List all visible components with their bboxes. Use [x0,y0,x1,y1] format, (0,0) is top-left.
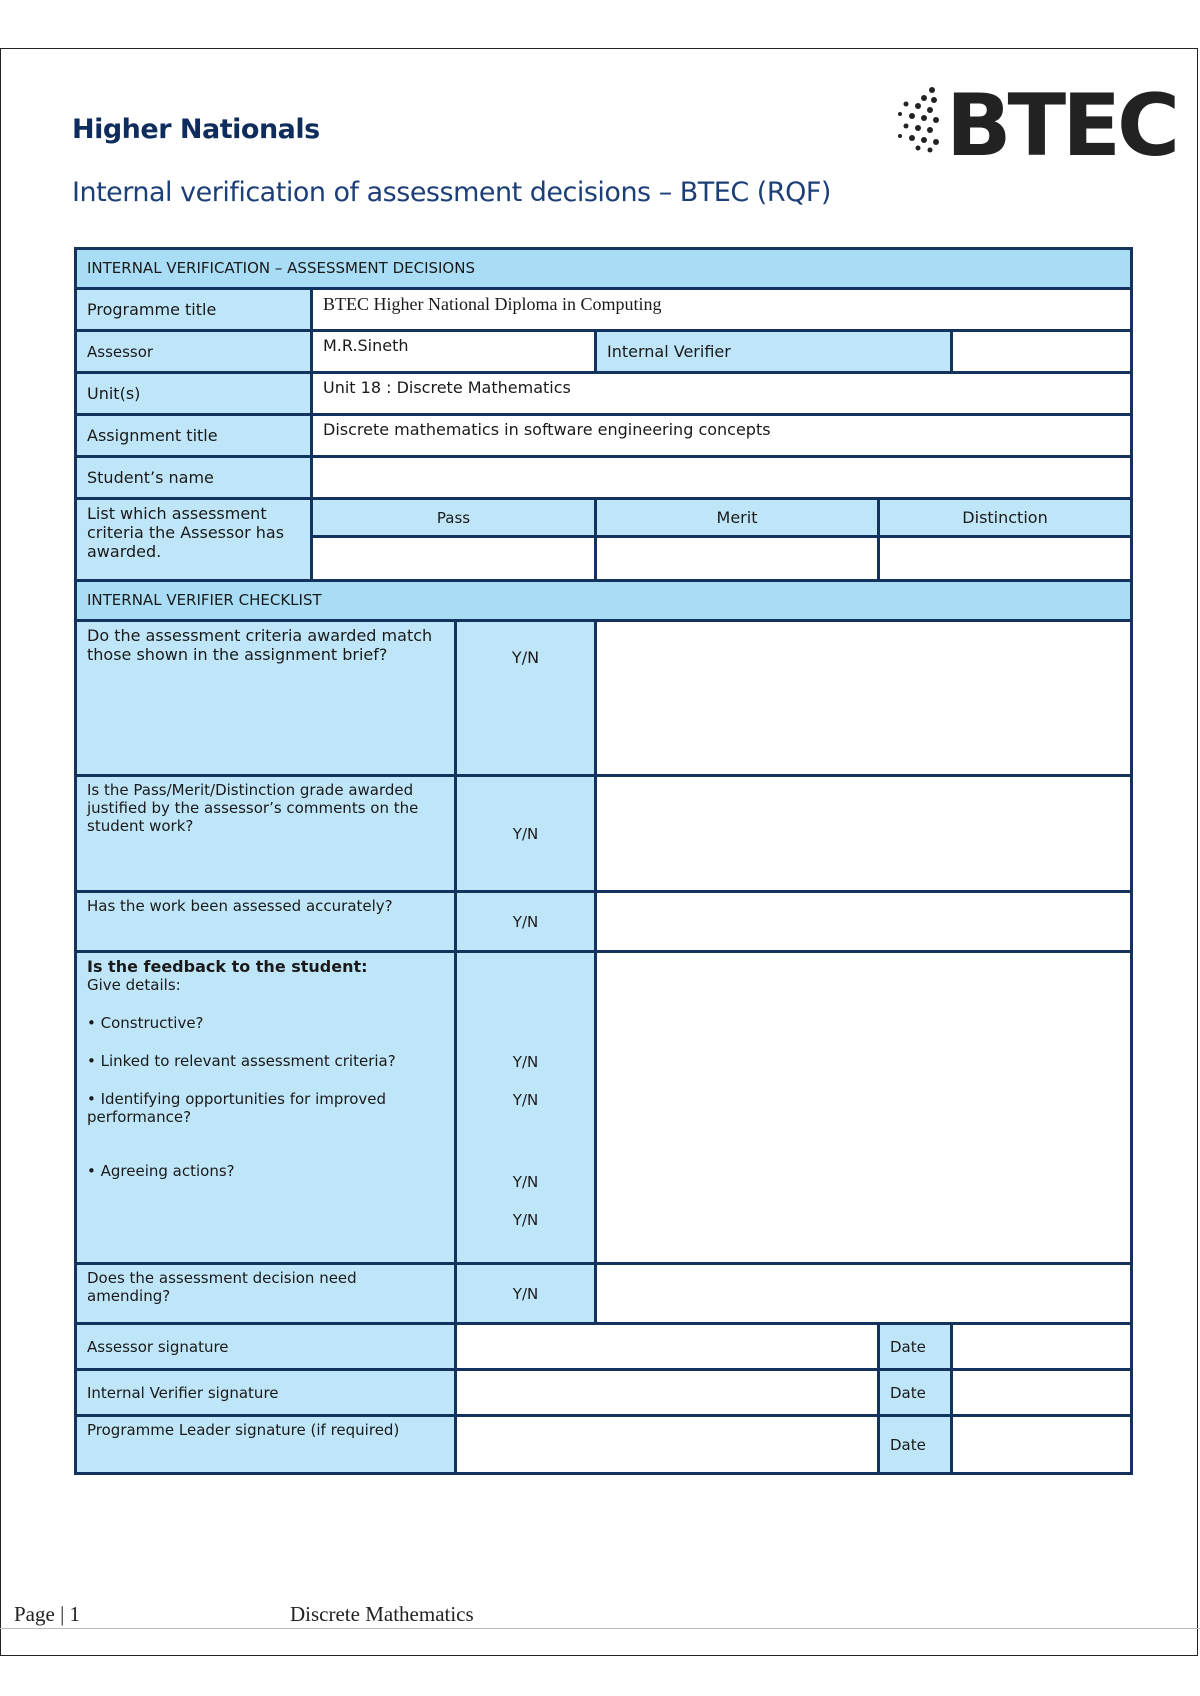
btec-logo [896,76,1177,176]
checklist-q2-comments[interactable] [596,776,1132,892]
criteria-label: List which assessment criteria the Assessor has awarded. [76,499,312,581]
checklist-q4-comments[interactable] [596,952,1132,1264]
internal-verifier-label: Internal Verifier [596,331,952,373]
merit-criteria-field[interactable] [596,537,879,581]
feedback-linked: • Linked to relevant assessment criteria? [87,1052,396,1070]
checklist-q4-yn-2[interactable]: Y/N [512,1091,539,1109]
checklist-q2-label: Is the Pass/Merit/Distinction grade awarded justified by the assessor’s comments on the student work? [76,776,456,892]
checklist-q4-yn-4[interactable]: Y/N [512,1211,539,1229]
section-heading-checklist: INTERNAL VERIFIER CHECKLIST [76,581,1132,621]
student-name-label: Student’s name [76,457,312,499]
checklist-q5-yn[interactable]: Y/N [456,1264,596,1324]
programme-title-label: Programme title [76,289,312,331]
iv-date-field[interactable] [952,1370,1132,1416]
checklist-q3-comments[interactable] [596,892,1132,952]
assessor-date-label: Date [879,1324,952,1370]
assessor-field[interactable]: M.R.Sineth [312,331,596,373]
verification-form [74,247,1133,1475]
assessor-signature-label: Assessor signature [76,1324,456,1370]
checklist-q3-yn[interactable]: Y/N [456,892,596,952]
assessor-date-field[interactable] [952,1324,1132,1370]
checklist-q1-yn[interactable]: Y/N [511,648,540,667]
document-title: Higher Nationals [72,114,320,145]
footer-page-number: Page | 1 [14,1602,81,1626]
feedback-agreeing: • Agreeing actions? [87,1162,235,1180]
document-subtitle: Internal verification of assessment decisions – BTEC (RQF) [72,177,831,208]
feedback-constructive: • Constructive? [87,1014,204,1032]
checklist-q4-title: Is the feedback to the student: [87,957,368,976]
iv-signature-label: Internal Verifier signature [76,1370,456,1416]
checklist-q4-yn-3[interactable]: Y/N [512,1173,539,1191]
units-label: Unit(s) [76,373,312,415]
checklist-q4-subtitle: Give details: [87,976,181,994]
section-heading-assessment-decisions: INTERNAL VERIFICATION – ASSESSMENT DECISIONS [76,249,1132,289]
checklist-q4-yn-cell [456,952,596,1264]
pl-date-field[interactable] [952,1416,1132,1474]
checklist-q5-label: Does the assessment decision need amending? [76,1264,456,1324]
logo-text: BTEC [946,76,1177,176]
grade-header-pass: Pass [312,499,596,537]
footer-rule [0,1628,1200,1629]
distinction-criteria-field[interactable] [879,537,1132,581]
checklist-q1-label: Do the assessment criteria awarded match those shown in the assignment brief? [76,621,456,776]
assessor-signature-field[interactable] [456,1324,879,1370]
units-field[interactable]: Unit 18 : Discrete Mathematics [312,373,1132,415]
internal-verifier-field[interactable] [952,331,1132,373]
checklist-q1-yn-cell [456,621,596,776]
pl-signature-label: Programme Leader signature (if required) [76,1416,456,1474]
iv-signature-field[interactable] [456,1370,879,1416]
grade-header-distinction: Distinction [879,499,1132,537]
checklist-q4-block [76,952,456,1264]
pass-criteria-field[interactable] [312,537,596,581]
checklist-q4-yn-1[interactable]: Y/N [512,1053,539,1071]
footer-title: Discrete Mathematics [290,1602,474,1626]
checklist-q2-yn[interactable]: Y/N [456,776,596,892]
assignment-title-label: Assignment title [76,415,312,457]
assignment-title-field[interactable]: Discrete mathematics in software engineering concepts [312,415,1132,457]
iv-date-label: Date [879,1370,952,1416]
assessor-label: Assessor [76,331,312,373]
programme-title-field[interactable]: BTEC Higher National Diploma in Computing [312,289,1132,331]
feedback-opportunities: • Identifying opportunities for improved performance? [87,1090,387,1126]
logo-dots-icon [896,86,946,156]
pl-signature-field[interactable] [456,1416,879,1474]
grade-header-merit: Merit [596,499,879,537]
checklist-q1-comments[interactable] [596,621,1132,776]
checklist-q5-comments[interactable] [596,1264,1132,1324]
checklist-q3-label: Has the work been assessed accurately? [76,892,456,952]
student-name-field[interactable] [312,457,1132,499]
pl-date-label: Date [879,1416,952,1474]
